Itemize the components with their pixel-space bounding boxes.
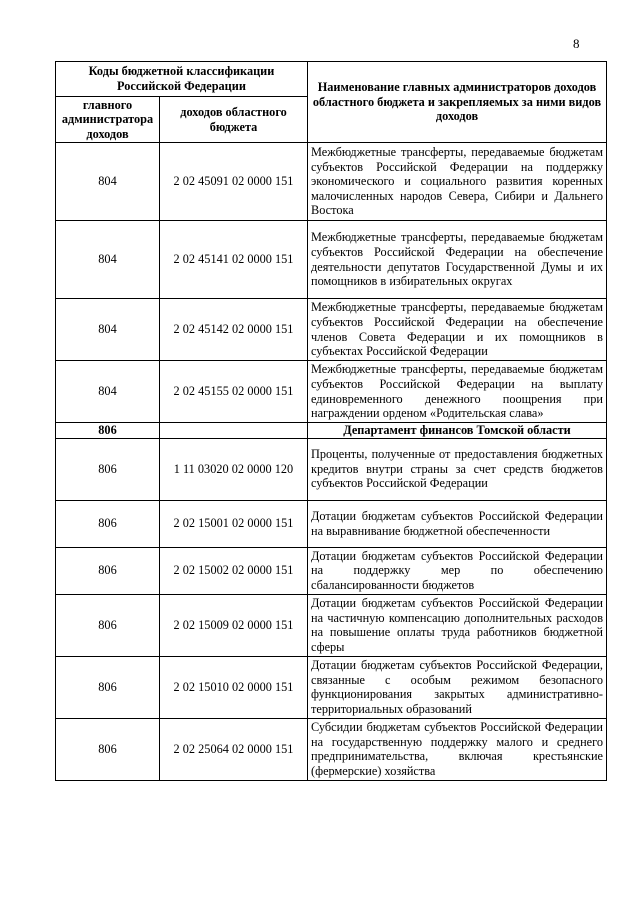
section-admin-code: 806 [56,423,160,439]
admin-code-cell: 806 [56,656,160,718]
description-cell: Межбюджетные трансферты, передаваемые бюджетам субъектов Российской Федерации на обеспечение деятельности депутатов Государственной Думы и их помощников в избирательных округах [308,221,607,299]
admin-code-cell: 806 [56,718,160,780]
description-cell: Дотации бюджетам субъектов Российской Федерации на частичную компенсацию дополнительных расходов на повышение оплаты труда работников бюджетной сферы [308,594,607,656]
page-number: 8 [573,36,580,51]
admin-code-cell: 806 [56,438,160,500]
table-row [56,299,607,361]
income-code-cell: 2 02 15002 02 0000 151 [160,547,308,594]
income-code-cell: 2 02 45155 02 0000 151 [160,361,308,423]
table-row [56,143,607,221]
table-row [56,594,607,656]
table-row [56,500,607,547]
income-code-cell: 1 11 03020 02 0000 120 [160,438,308,500]
table-row [56,438,607,500]
income-code-cell: 2 02 25064 02 0000 151 [160,718,308,780]
header-admin-name: Наименование главных администраторов доходов областного бюджета и закрепляемых за ними видов доходов [308,62,607,143]
income-code-cell: 2 02 15001 02 0000 151 [160,500,308,547]
description-cell: Проценты, полученные от предоставления бюджетных кредитов внутри страны за счет средств бюджетов субъектов Российской Федерации [308,438,607,500]
table-row [56,547,607,594]
admin-code-cell: 804 [56,143,160,221]
description-cell: Дотации бюджетам субъектов Российской Федерации на выравнивание бюджетной обеспеченности [308,500,607,547]
admin-code-cell: 804 [56,299,160,361]
table-row [56,656,607,718]
description-cell: Межбюджетные трансферты, передаваемые бюджетам субъектов Российской Федерации на выплату единовременного денежного поощрения при награждении орденом «Родительская слава» [308,361,607,423]
header-row-top [56,62,607,97]
income-code-cell: 2 02 15010 02 0000 151 [160,656,308,718]
income-code-cell: 2 02 15009 02 0000 151 [160,594,308,656]
income-code-cell: 2 02 45141 02 0000 151 [160,221,308,299]
admin-code-cell: 806 [56,500,160,547]
header-income-code: доходов областного бюджета [160,97,308,143]
admin-code-cell: 806 [56,594,160,656]
table-row [56,718,607,780]
admin-code-cell: 804 [56,361,160,423]
income-code-cell: 2 02 45142 02 0000 151 [160,299,308,361]
admin-code-cell: 804 [56,221,160,299]
header-codes-group: Коды бюджетной классификации Российской Федерации [56,62,308,97]
budget-classification-table [55,61,607,781]
admin-code-cell: 806 [56,547,160,594]
table-row [56,361,607,423]
description-cell: Субсидии бюджетам субъектов Российской Федерации на государственную поддержку малого и среднего предпринимательства, включая крестьянские (фермерские) хозяйства [308,718,607,780]
description-cell: Дотации бюджетам субъектов Российской Федерации на поддержку мер по обеспечению сбалансированности бюджетов [308,547,607,594]
table-row [56,221,607,299]
description-cell: Дотации бюджетам субъектов Российской Федерации, связанные с особым режимом безопасного функционирования закрытых административно-территориальных образований [308,656,607,718]
section-empty-cell [160,423,308,439]
income-code-cell: 2 02 45091 02 0000 151 [160,143,308,221]
header-admin-code: главного администратора доходов [56,97,160,143]
description-cell: Межбюджетные трансферты, передаваемые бюджетам субъектов Российской Федерации на обеспечение членов Совета Федерации и их помощников в субъектах Российской Федерации [308,299,607,361]
section-title: Департамент финансов Томской области [308,423,607,439]
description-cell: Межбюджетные трансферты, передаваемые бюджетам субъектов Российской Федерации на поддержку экономического и социального развития коренных малочисленных народов Севера, Сибири и Дальнего Востока [308,143,607,221]
section-row [56,423,607,439]
